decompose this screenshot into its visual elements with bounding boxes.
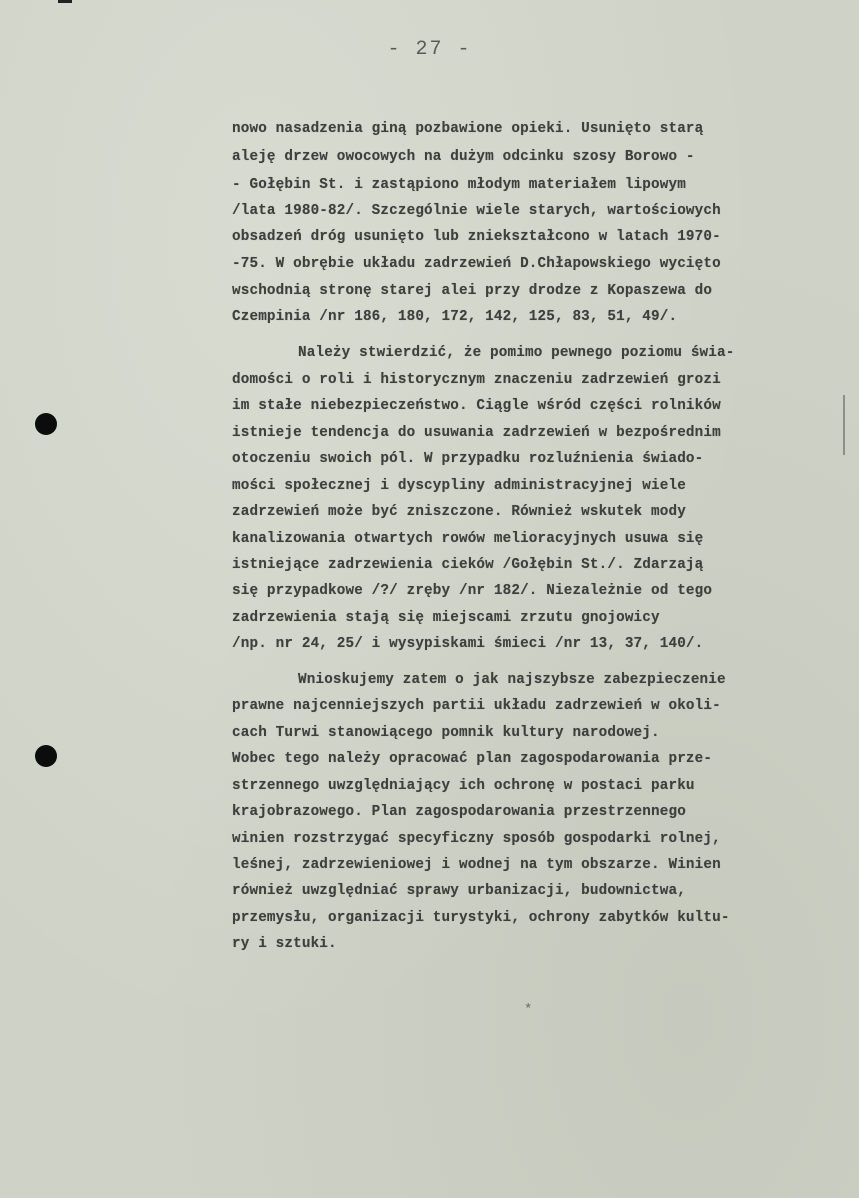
text-line: obsadzeń dróg usunięto lub zniekształcono w latach 1970- <box>232 229 721 245</box>
text-line: /np. nr 24, 25/ i wysypiskami śmieci /nr 13, 37, 140/. <box>232 636 704 652</box>
text-line: Wnioskujemy zatem o jak najszybsze zabezpieczenie <box>298 672 726 688</box>
text-line: winien rozstrzygać specyficzny sposób gospodarki rolnej, <box>232 831 721 847</box>
text-line: domości o roli i historycznym znaczeniu zadrzewień grozi <box>232 372 721 388</box>
text-line: Wobec tego należy opracować plan zagospodarowania prze- <box>232 751 713 767</box>
text-line: istniejące zadrzewienia cieków /Gołębin St./. Zdarzają <box>232 557 704 573</box>
page-number: - 27 - <box>387 38 472 61</box>
text-line: strzennego uwzględniający ich ochronę w postaci parku <box>232 778 695 794</box>
text-line: również uwzględniać sprawy urbanizacji, budownictwa, <box>232 883 686 899</box>
text-line: prawne najcenniejszych partii układu zadrzewień w okoli- <box>232 698 721 714</box>
text-line: przemysłu, organizacji turystyki, ochrony zabytków kultu- <box>232 910 730 926</box>
text-line: istnieje tendencja do usuwania zadrzewień w bezpośrednim <box>232 425 721 441</box>
text-line: zadrzewienia stają się miejscami zrzutu gnojowicy <box>232 610 660 626</box>
top-edge-mark <box>58 0 72 3</box>
text-line: im stałe niebezpieczeństwo. Ciągle wśród części rolników <box>232 398 721 414</box>
text-line: cach Turwi stanowiącego pomnik kultury narodowej. <box>232 725 660 741</box>
text-line: kanalizowania otwartych rowów melioracyjnych usuwa się <box>232 531 704 547</box>
binder-hole-top <box>35 413 57 435</box>
text-line: -75. W obrębie układu zadrzewień D.Chłapowskiego wycięto <box>232 256 721 272</box>
text-line: ry i sztuki. <box>232 936 337 952</box>
margin-line-mark <box>843 395 845 455</box>
text-line: Należy stwierdzić, że pomimo pewnego poziomu świa- <box>298 345 735 361</box>
text-line: /lata 1980-82/. Szczególnie wiele starych, wartościowych <box>232 203 721 219</box>
text-line: wschodnią stronę starej alei przy drodze z Kopaszewa do <box>232 283 713 299</box>
text-line: aleję drzew owocowych na dużym odcinku szosy Borowo - <box>232 149 695 165</box>
text-line: otoczeniu swoich pól. W przypadku rozluźnienia świado- <box>232 451 704 467</box>
stray-ink-mark: * <box>524 1002 533 1018</box>
text-line: leśnej, zadrzewieniowej i wodnej na tym obszarze. Winien <box>232 857 721 873</box>
text-line: - Gołębin St. i zastąpiono młodym materiałem lipowym <box>232 177 686 193</box>
text-line: krajobrazowego. Plan zagospodarowania przestrzennego <box>232 804 686 820</box>
text-line: nowo nasadzenia giną pozbawione opieki. Usunięto starą <box>232 121 704 137</box>
text-line: mości społecznej i dyscypliny administracyjnej wiele <box>232 478 686 494</box>
text-line: się przypadkowe /?/ zręby /nr 182/. Niezależnie od tego <box>232 583 713 599</box>
text-line: zadrzewień może być zniszczone. Również wskutek mody <box>232 504 686 520</box>
binder-hole-bottom <box>35 745 57 767</box>
text-line: Czempinia /nr 186, 180, 172, 142, 125, 83, 51, 49/. <box>232 309 678 325</box>
